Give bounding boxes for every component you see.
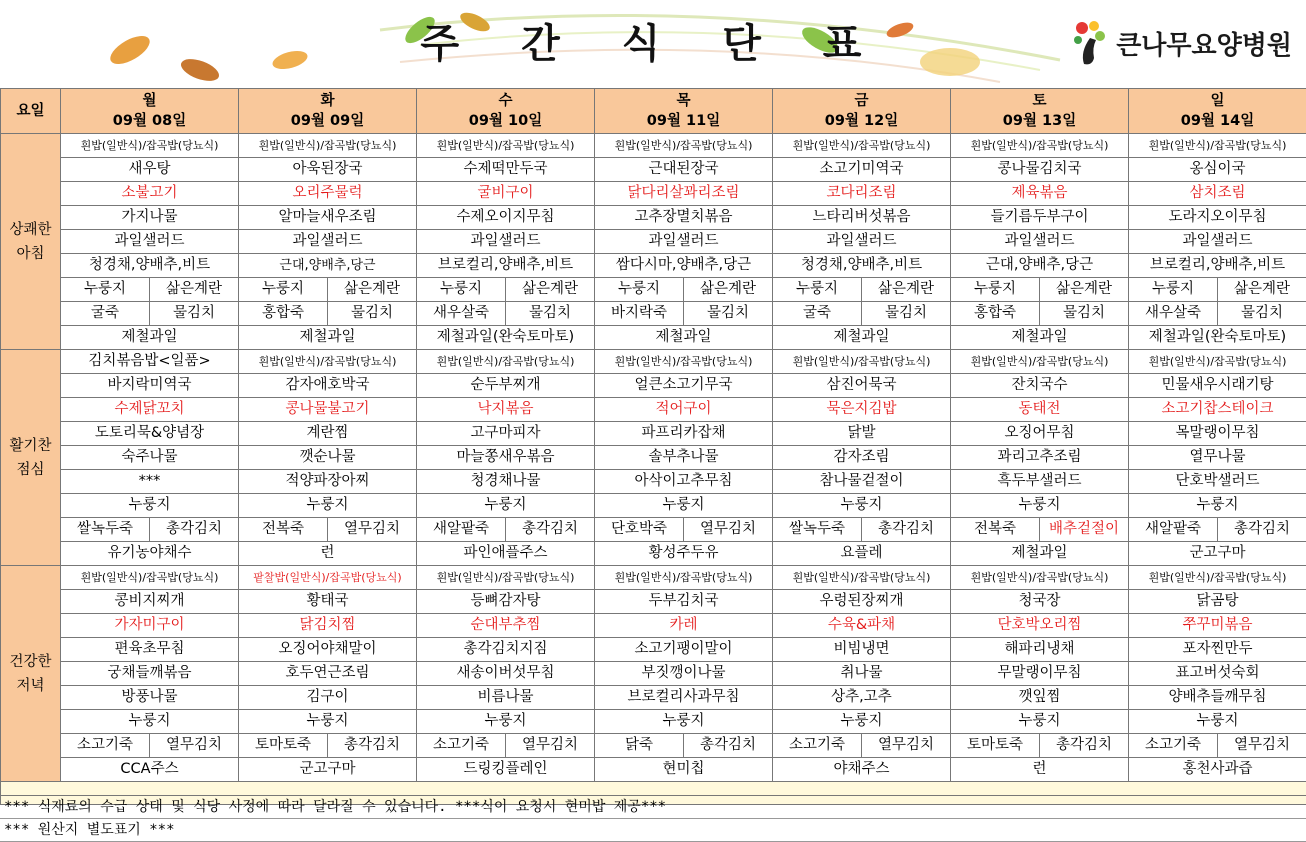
weekday-label: 월 [142, 93, 157, 109]
side-dish: 총각김치 [1233, 521, 1291, 537]
menu-item: 파프리카잡채 [595, 422, 773, 446]
menu-item: 수육&파채 [773, 614, 951, 638]
menu-item: 감자애호박국 [239, 374, 417, 398]
side-dish: 토마토죽 [239, 734, 328, 757]
menu-item: 콩나물김치국 [951, 158, 1129, 182]
rice-note: 흰밥(일반식)/잡곡밥(당뇨식) [773, 134, 951, 158]
rice-note: 흰밥(일반식)/잡곡밥(당뇨식) [773, 350, 951, 374]
menu-item: 도라지오이무침 [1129, 206, 1306, 230]
menu-item: 닭김치찜 [239, 614, 417, 638]
rice-note: 흰밥(일반식)/잡곡밥(당뇨식) [239, 350, 417, 374]
dessert: 제철과일(완숙토마토) [417, 326, 595, 350]
menu-item: 콩비지찌개 [61, 590, 239, 614]
side-dish: 쌀녹두죽 [773, 518, 862, 541]
rice-note: 흰밥(일반식)/잡곡밥(당뇨식) [595, 134, 773, 158]
side-dish: 삶은계란 [877, 281, 935, 297]
nurungji: 누룽지 [773, 494, 951, 518]
menu-item: 과일샐러드 [773, 230, 951, 254]
page-header [0, 0, 1306, 89]
menu-item: 단호박오리찜 [951, 614, 1129, 638]
menu-item: 솔부추나물 [595, 446, 773, 470]
menu-item: 흑두부샐러드 [951, 470, 1129, 494]
split-cell [773, 302, 951, 326]
tree-logo-icon [1070, 18, 1110, 68]
menu-item: 수제오이지무침 [417, 206, 595, 230]
menu-item: 도토리묵&양념장 [61, 422, 239, 446]
rice-note: 흰밥(일반식)/잡곡밥(당뇨식) [417, 134, 595, 158]
side-dish: 닭죽 [595, 734, 684, 757]
split-cell [951, 518, 1129, 542]
side-dish: 총각김치 [699, 737, 757, 753]
nurungji: 누룽지 [417, 494, 595, 518]
menu-item: 아욱된장국 [239, 158, 417, 182]
side-dish: 누룽지 [61, 278, 150, 301]
menu-item: 굴비구이 [417, 182, 595, 206]
side-dish: 삶은계란 [343, 281, 401, 297]
menu-item: 쭈꾸미볶음 [1129, 614, 1306, 638]
dessert: 런 [951, 758, 1129, 782]
menu-item: 과일샐러드 [61, 230, 239, 254]
weekday-label: 수 [498, 93, 513, 109]
meal-label-word: 건강한 [9, 653, 52, 670]
rice-note: 김치볶음밥<일품> [61, 350, 239, 374]
side-dish: 물김치 [172, 305, 216, 321]
menu-item: 청경채나물 [417, 470, 595, 494]
menu-item: 새우탕 [61, 158, 239, 182]
menu-item: 콩나물불고기 [239, 398, 417, 422]
menu-item: 오징어무침 [951, 422, 1129, 446]
menu-item: 우렁된장찌개 [773, 590, 951, 614]
menu-item: 가자미구이 [61, 614, 239, 638]
dessert: 제철과일 [61, 326, 239, 350]
side-dish: 삶은계란 [521, 281, 579, 297]
side-dish: 열무김치 [877, 737, 935, 753]
nurungji: 누룽지 [1129, 710, 1306, 734]
menu-item: 비빔냉면 [773, 638, 951, 662]
menu-item: 총각김치지짐 [417, 638, 595, 662]
date-label: 09월 09일 [290, 113, 365, 129]
dessert: 제철과일 [239, 326, 417, 350]
dessert: CCA주스 [61, 758, 239, 782]
menu-item: 숙주나물 [61, 446, 239, 470]
menu-item: 민물새우시래기탕 [1129, 374, 1306, 398]
side-dish: 물김치 [1062, 305, 1106, 321]
side-dish: 열무김치 [165, 737, 223, 753]
dessert: 야채주스 [773, 758, 951, 782]
menu-item: 수제떡만두국 [417, 158, 595, 182]
note-line: *** 원산지 별도표기 *** [0, 819, 1306, 842]
split-cell [773, 278, 951, 302]
split-cell [1129, 518, 1306, 542]
menu-item: 삼치조림 [1129, 182, 1306, 206]
menu-item: 동태전 [951, 398, 1129, 422]
menu-item: 꽈리고추조림 [951, 446, 1129, 470]
split-cell [417, 518, 595, 542]
day-header [61, 89, 239, 134]
meal-label-word: 상쾌한 [9, 221, 52, 238]
side-dish: 토마토죽 [951, 734, 1040, 757]
menu-item: 무말랭이무침 [951, 662, 1129, 686]
menu-item: 소고기팽이말이 [595, 638, 773, 662]
split-cell [951, 734, 1129, 758]
day-header [773, 89, 951, 134]
menu-item: 청경채,양배추,비트 [773, 254, 951, 278]
rice-note: 팥찰밥(일반식)/잡곡밥(당뇨식) [239, 566, 417, 590]
rice-note: 흰밥(일반식)/잡곡밥(당뇨식) [951, 134, 1129, 158]
menu-item: 마늘쫑새우볶음 [417, 446, 595, 470]
dessert: 드링킹플레인 [417, 758, 595, 782]
nurungji: 누룽지 [595, 710, 773, 734]
day-header [1129, 89, 1306, 134]
menu-item: 삼진어묵국 [773, 374, 951, 398]
menu-item: 황태국 [239, 590, 417, 614]
side-dish: 물김치 [884, 305, 928, 321]
menu-item: 표고버섯숙회 [1129, 662, 1306, 686]
menu-item: 순두부찌개 [417, 374, 595, 398]
side-dish: 새우살죽 [1129, 302, 1218, 325]
weekly-menu-table [0, 88, 1306, 805]
rice-note: 흰밥(일반식)/잡곡밥(당뇨식) [417, 350, 595, 374]
split-cell [595, 518, 773, 542]
side-dish: 쌀녹두죽 [61, 518, 150, 541]
dessert: 요플레 [773, 542, 951, 566]
side-dish: 삶은계란 [1055, 281, 1113, 297]
menu-item: 비름나물 [417, 686, 595, 710]
menu-item: 등뼈감자탕 [417, 590, 595, 614]
split-cell [595, 302, 773, 326]
rice-note: 흰밥(일반식)/잡곡밥(당뇨식) [239, 134, 417, 158]
menu-item: 방풍나물 [61, 686, 239, 710]
rice-note: 흰밥(일반식)/잡곡밥(당뇨식) [417, 566, 595, 590]
rice-note: 흰밥(일반식)/잡곡밥(당뇨식) [595, 350, 773, 374]
menu-item: 계란찜 [239, 422, 417, 446]
menu-item: 카레 [595, 614, 773, 638]
split-cell [239, 734, 417, 758]
menu-item: 들기름두부구이 [951, 206, 1129, 230]
menu-item: 바지락미역국 [61, 374, 239, 398]
menu-item: 근대,양배추,당근 [239, 254, 417, 278]
side-dish: 굴죽 [61, 302, 150, 325]
hospital-name: 큰나무요양병원 [1116, 30, 1292, 61]
weekday-label: 금 [854, 93, 869, 109]
side-dish: 홍합죽 [951, 302, 1040, 325]
side-dish: 소고기죽 [773, 734, 862, 757]
menu-item: 브로컬리,양배추,비트 [1129, 254, 1306, 278]
menu-item: 편육초무침 [61, 638, 239, 662]
menu-item: 상추,고추 [773, 686, 951, 710]
side-dish: 바지락죽 [595, 302, 684, 325]
split-cell [1129, 278, 1306, 302]
side-dish: 누룽지 [951, 278, 1040, 301]
nurungji: 누룽지 [1129, 494, 1306, 518]
side-dish: 새알팥죽 [1129, 518, 1218, 541]
menu-item: 참나물겉절이 [773, 470, 951, 494]
menu-item: *** [61, 470, 239, 494]
side-dish: 배추겉절이 [1048, 521, 1120, 537]
dessert: 제철과일 [595, 326, 773, 350]
dessert: 유기농야채수 [61, 542, 239, 566]
rice-note: 흰밥(일반식)/잡곡밥(당뇨식) [1129, 134, 1306, 158]
menu-item: 과일샐러드 [239, 230, 417, 254]
menu-item: 가지나물 [61, 206, 239, 230]
split-cell [61, 734, 239, 758]
side-dish: 총각김치 [343, 737, 401, 753]
menu-item: 브로컬리사과무침 [595, 686, 773, 710]
menu-item: 청국장 [951, 590, 1129, 614]
side-dish: 열무김치 [521, 737, 579, 753]
menu-item: 부짓깽이나물 [595, 662, 773, 686]
rice-note: 흰밥(일반식)/잡곡밥(당뇨식) [61, 134, 239, 158]
split-cell [239, 302, 417, 326]
split-cell [773, 518, 951, 542]
menu-item: 옹심이국 [1129, 158, 1306, 182]
split-cell [417, 734, 595, 758]
menu-item: 과일샐러드 [1129, 230, 1306, 254]
side-dish: 물김치 [350, 305, 394, 321]
split-cell [417, 302, 595, 326]
side-dish: 전복죽 [951, 518, 1040, 541]
date-label: 09월 11일 [646, 113, 721, 129]
split-cell [417, 278, 595, 302]
menu-item: 브로컬리,양배추,비트 [417, 254, 595, 278]
menu-item: 오리주물럭 [239, 182, 417, 206]
nurungji: 누룽지 [773, 710, 951, 734]
side-dish: 소고기죽 [1129, 734, 1218, 757]
side-dish: 소고기죽 [417, 734, 506, 757]
dessert: 파인애플주스 [417, 542, 595, 566]
menu-item: 잔치국수 [951, 374, 1129, 398]
side-dish: 새우살죽 [417, 302, 506, 325]
rice-note: 흰밥(일반식)/잡곡밥(당뇨식) [773, 566, 951, 590]
weekday-corner-label: 요일 [1, 89, 61, 134]
menu-item: 김구이 [239, 686, 417, 710]
side-dish: 누룽지 [1129, 278, 1218, 301]
split-cell [239, 278, 417, 302]
menu-item: 해파리냉채 [951, 638, 1129, 662]
menu-item: 근대된장국 [595, 158, 773, 182]
menu-item: 깻잎찜 [951, 686, 1129, 710]
side-dish: 홍합죽 [239, 302, 328, 325]
dessert: 런 [239, 542, 417, 566]
split-cell [951, 278, 1129, 302]
split-cell [951, 302, 1129, 326]
split-cell [773, 734, 951, 758]
rice-note: 흰밥(일반식)/잡곡밥(당뇨식) [595, 566, 773, 590]
rice-note: 흰밥(일반식)/잡곡밥(당뇨식) [61, 566, 239, 590]
date-label: 09월 13일 [1002, 113, 1077, 129]
dessert: 황성주두유 [595, 542, 773, 566]
menu-item: 오징어야채말이 [239, 638, 417, 662]
split-cell [595, 734, 773, 758]
page-title: 주 간 식 단 표 [420, 21, 886, 67]
menu-item: 소고기미역국 [773, 158, 951, 182]
dessert: 제철과일 [951, 542, 1129, 566]
menu-item: 과일샐러드 [951, 230, 1129, 254]
date-label: 09월 14일 [1180, 113, 1255, 129]
side-dish: 삶은계란 [165, 281, 223, 297]
meal-label-word: 활기찬 [9, 437, 52, 454]
menu-item: 코다리조림 [773, 182, 951, 206]
split-cell [61, 278, 239, 302]
weekday-label: 일 [1210, 93, 1225, 109]
day-header [239, 89, 417, 134]
menu-item: 열무나물 [1129, 446, 1306, 470]
side-dish: 새알팥죽 [417, 518, 506, 541]
menu-item: 순대부추찜 [417, 614, 595, 638]
side-dish: 열무김치 [699, 521, 757, 537]
weekday-label: 목 [676, 93, 691, 109]
side-dish: 소고기죽 [61, 734, 150, 757]
side-dish: 전복죽 [239, 518, 328, 541]
menu-item: 적어구이 [595, 398, 773, 422]
side-dish: 삶은계란 [699, 281, 757, 297]
date-label: 09월 12일 [824, 113, 899, 129]
menu-item: 근대,양배추,당근 [951, 254, 1129, 278]
side-dish: 열무김치 [1233, 737, 1291, 753]
menu-item: 목말랭이무침 [1129, 422, 1306, 446]
menu-item: 쌈다시마,양배추,당근 [595, 254, 773, 278]
note-line: *** 식재료의 수급 상태 및 식당 사정에 따라 달라질 수 있습니다. ***식이 요청시 현미밥 제공*** [0, 796, 1306, 819]
side-dish: 물김치 [706, 305, 750, 321]
meal-label-lunch [1, 350, 61, 566]
menu-item: 고추장멸치볶음 [595, 206, 773, 230]
meal-label-word: 점심 [16, 461, 45, 478]
menu-item: 닭곰탕 [1129, 590, 1306, 614]
dessert: 제철과일(완숙토마토) [1129, 326, 1306, 350]
menu-item: 닭발 [773, 422, 951, 446]
menu-item: 수제닭꼬치 [61, 398, 239, 422]
meal-label-dinner [1, 566, 61, 782]
side-dish: 열무김치 [343, 521, 401, 537]
menu-item: 청경채,양배추,비트 [61, 254, 239, 278]
meal-label-word: 저녁 [16, 677, 45, 694]
nurungji: 누룽지 [417, 710, 595, 734]
menu-item: 호두연근조림 [239, 662, 417, 686]
dessert: 군고구마 [239, 758, 417, 782]
side-dish: 물김치 [528, 305, 572, 321]
rice-note: 흰밥(일반식)/잡곡밥(당뇨식) [1129, 350, 1306, 374]
nurungji: 누룽지 [595, 494, 773, 518]
menu-item: 낙지볶음 [417, 398, 595, 422]
menu-item: 소불고기 [61, 182, 239, 206]
menu-item: 고구마피자 [417, 422, 595, 446]
split-cell [61, 518, 239, 542]
menu-item: 깻순나물 [239, 446, 417, 470]
nurungji: 누룽지 [951, 710, 1129, 734]
menu-item: 묵은지김밥 [773, 398, 951, 422]
side-dish: 굴죽 [773, 302, 862, 325]
weekday-label: 화 [320, 93, 335, 109]
side-dish: 단호박죽 [595, 518, 684, 541]
menu-item: 알마늘새우조림 [239, 206, 417, 230]
side-dish: 총각김치 [521, 521, 579, 537]
menu-item: 소고기찹스테이크 [1129, 398, 1306, 422]
split-cell [1129, 302, 1306, 326]
hospital-logo [1070, 18, 1292, 68]
day-header [417, 89, 595, 134]
nurungji: 누룽지 [239, 710, 417, 734]
dessert: 제철과일 [773, 326, 951, 350]
menu-item: 두부김치국 [595, 590, 773, 614]
menu-item: 닭다리살꽈리조림 [595, 182, 773, 206]
nurungji: 누룽지 [239, 494, 417, 518]
rice-note: 흰밥(일반식)/잡곡밥(당뇨식) [1129, 566, 1306, 590]
dessert: 군고구마 [1129, 542, 1306, 566]
menu-item: 적양파장아찌 [239, 470, 417, 494]
nurungji: 누룽지 [951, 494, 1129, 518]
side-dish: 총각김치 [877, 521, 935, 537]
menu-item: 취나물 [773, 662, 951, 686]
split-cell [1129, 734, 1306, 758]
side-dish: 총각김치 [1055, 737, 1113, 753]
dessert: 제철과일 [951, 326, 1129, 350]
menu-item: 감자조림 [773, 446, 951, 470]
rice-note: 흰밥(일반식)/잡곡밥(당뇨식) [951, 350, 1129, 374]
menu-item: 궁채들깨볶음 [61, 662, 239, 686]
side-dish: 누룽지 [595, 278, 684, 301]
date-label: 09월 10일 [468, 113, 543, 129]
dessert: 홍천사과즙 [1129, 758, 1306, 782]
menu-item: 과일샐러드 [417, 230, 595, 254]
menu-item: 아삭이고추무침 [595, 470, 773, 494]
day-header [595, 89, 773, 134]
side-dish: 누룽지 [773, 278, 862, 301]
menu-item: 과일샐러드 [595, 230, 773, 254]
side-dish: 누룽지 [239, 278, 328, 301]
side-dish: 총각김치 [165, 521, 223, 537]
menu-item: 새송이버섯무침 [417, 662, 595, 686]
footer-notes [0, 795, 1306, 842]
side-dish: 물김치 [1240, 305, 1284, 321]
nurungji: 누룽지 [61, 710, 239, 734]
day-header [951, 89, 1129, 134]
split-cell [239, 518, 417, 542]
menu-item: 제육볶음 [951, 182, 1129, 206]
rice-note: 흰밥(일반식)/잡곡밥(당뇨식) [951, 566, 1129, 590]
date-label: 09월 08일 [112, 113, 187, 129]
menu-item: 단호박샐러드 [1129, 470, 1306, 494]
meal-label-breakfast [1, 134, 61, 350]
meal-label-word: 아침 [16, 245, 45, 262]
weekday-label: 토 [1032, 93, 1047, 109]
side-dish: 누룽지 [417, 278, 506, 301]
split-cell [61, 302, 239, 326]
menu-item: 포자찐만두 [1129, 638, 1306, 662]
menu-item: 양배추들깨무침 [1129, 686, 1306, 710]
side-dish: 삶은계란 [1233, 281, 1291, 297]
menu-item: 느타리버섯볶음 [773, 206, 951, 230]
split-cell [595, 278, 773, 302]
nurungji: 누룽지 [61, 494, 239, 518]
dessert: 현미칩 [595, 758, 773, 782]
menu-item: 얼큰소고기무국 [595, 374, 773, 398]
